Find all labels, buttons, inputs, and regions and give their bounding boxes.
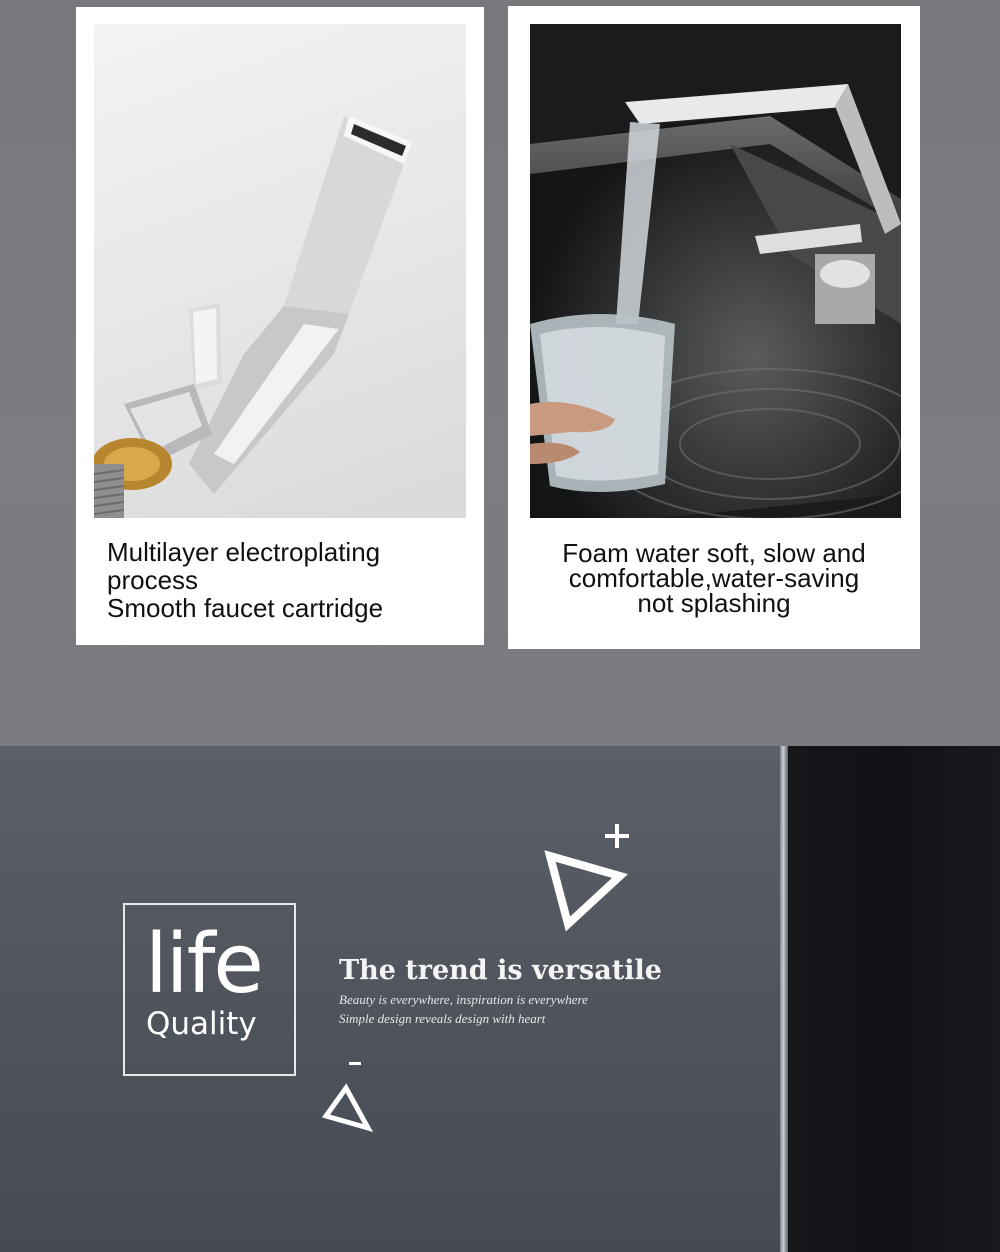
triangle-plus-icon: [540, 818, 640, 934]
caption-line: not splashing: [637, 588, 791, 618]
caption-line: Smooth faucet cartridge: [107, 593, 384, 623]
dark-side-panel: [788, 746, 1000, 1252]
feature-card-foam-water: [508, 6, 920, 649]
banner-title: The trend is versatile: [339, 955, 662, 986]
caption-line: comfortable,water-saving: [568, 563, 860, 593]
faucet-glass-image: [530, 24, 901, 518]
card-caption-foam-water: [518, 538, 910, 618]
life-quality-banner: [0, 746, 1000, 1252]
logo-word-quality: Quality: [146, 1006, 257, 1042]
glass-edge-highlight: [780, 746, 788, 1252]
triangle-minus-icon: [316, 1054, 380, 1134]
caption-line: process: [107, 565, 199, 595]
feature-card-electroplating: [76, 7, 484, 645]
banner-tagline: Beauty is everywhere, inspiration is everywhere: [339, 992, 588, 1007]
banner-tagline: Simple design reveals design with heart: [339, 1011, 546, 1026]
caption-line: Foam water soft, slow and: [562, 538, 866, 568]
card-caption-electroplating: [107, 538, 477, 622]
faucet-closeup-image: [94, 24, 466, 518]
life-quality-logo: [123, 903, 296, 1076]
caption-line: Multilayer electroplating: [107, 537, 381, 567]
logo-word-life: life: [145, 917, 262, 1012]
